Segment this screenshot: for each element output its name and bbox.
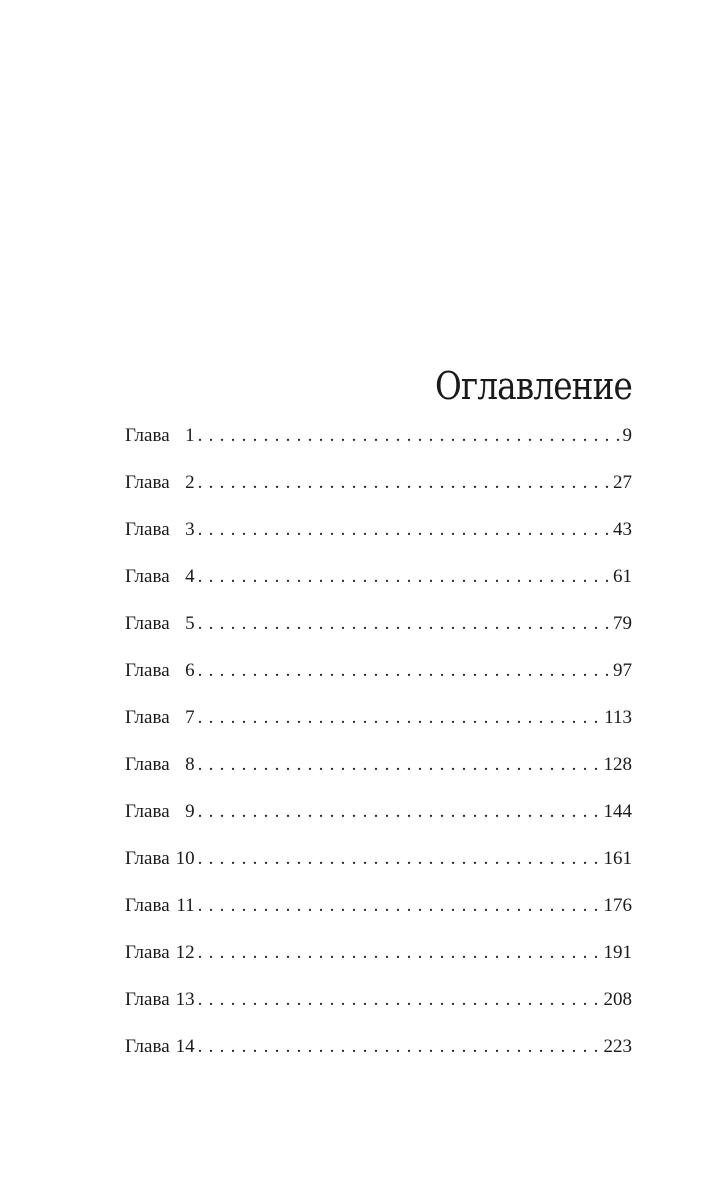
dot-leader [198, 1023, 601, 1070]
chapter-number: 3 [185, 519, 195, 540]
toc-list [125, 412, 632, 1070]
chapter-label: Глава [125, 613, 170, 634]
dot-leader [198, 459, 610, 506]
page-number: 113 [604, 707, 632, 728]
dot-leader [198, 412, 620, 459]
chapter-number: 7 [185, 707, 195, 728]
page-number: 223 [603, 1036, 632, 1057]
page-number: 161 [603, 848, 632, 869]
chapter-label: Глава [125, 801, 170, 822]
chapter-label: Глава [125, 660, 170, 681]
page-number: 43 [613, 519, 632, 540]
dot-leader [198, 553, 610, 600]
chapter-number: 11 [176, 895, 195, 916]
page-number: 9 [622, 425, 632, 446]
chapter-label: Глава [125, 942, 170, 963]
dot-leader [198, 647, 610, 694]
chapter-number: 8 [185, 754, 195, 775]
page-number: 27 [613, 472, 632, 493]
toc-entry[interactable] [125, 976, 632, 1023]
dot-leader [198, 929, 601, 976]
toc-entry[interactable] [125, 506, 632, 553]
chapter-number: 5 [185, 613, 195, 634]
table-of-contents [125, 360, 632, 1070]
chapter-number: 14 [175, 1036, 195, 1057]
dot-leader [198, 600, 610, 647]
toc-entry[interactable] [125, 788, 632, 835]
page-number: 128 [603, 754, 632, 775]
chapter-number: 2 [185, 472, 195, 493]
toc-entry[interactable] [125, 600, 632, 647]
toc-entry[interactable] [125, 647, 632, 694]
chapter-label: Глава [125, 848, 170, 869]
page-number: 97 [613, 660, 632, 681]
chapter-label: Глава [125, 566, 170, 587]
dot-leader [198, 788, 601, 835]
dot-leader [198, 882, 601, 929]
chapter-label: Глава [125, 754, 170, 775]
toc-entry[interactable] [125, 1023, 632, 1070]
chapter-label: Глава [125, 425, 170, 446]
chapter-number: 12 [175, 942, 195, 963]
chapter-label: Глава [125, 895, 170, 916]
dot-leader [198, 506, 610, 553]
chapter-number: 1 [185, 425, 195, 446]
toc-title: Оглавление [435, 364, 632, 408]
page-number: 176 [603, 895, 632, 916]
dot-leader [198, 976, 601, 1023]
chapter-label: Глава [125, 1036, 170, 1057]
chapter-number: 10 [175, 848, 195, 869]
chapter-number: 13 [175, 989, 195, 1010]
page-number: 79 [613, 613, 632, 634]
toc-entry[interactable] [125, 553, 632, 600]
toc-entry[interactable] [125, 882, 632, 929]
toc-entry[interactable] [125, 459, 632, 506]
toc-entry[interactable] [125, 835, 632, 882]
chapter-number: 4 [185, 566, 195, 587]
chapter-number: 6 [185, 660, 195, 681]
chapter-label: Глава [125, 707, 170, 728]
chapter-number: 9 [185, 801, 195, 822]
toc-entry[interactable] [125, 694, 632, 741]
page-number: 191 [603, 942, 632, 963]
chapter-label: Глава [125, 472, 170, 493]
dot-leader [198, 694, 602, 741]
page-number: 144 [603, 801, 632, 822]
dot-leader [198, 835, 601, 882]
toc-entry[interactable] [125, 741, 632, 788]
toc-entry[interactable] [125, 412, 632, 459]
toc-entry[interactable] [125, 929, 632, 976]
dot-leader [198, 741, 601, 788]
page-number: 61 [613, 566, 632, 587]
chapter-label: Глава [125, 519, 170, 540]
page-number: 208 [603, 989, 632, 1010]
chapter-label: Глава [125, 989, 170, 1010]
